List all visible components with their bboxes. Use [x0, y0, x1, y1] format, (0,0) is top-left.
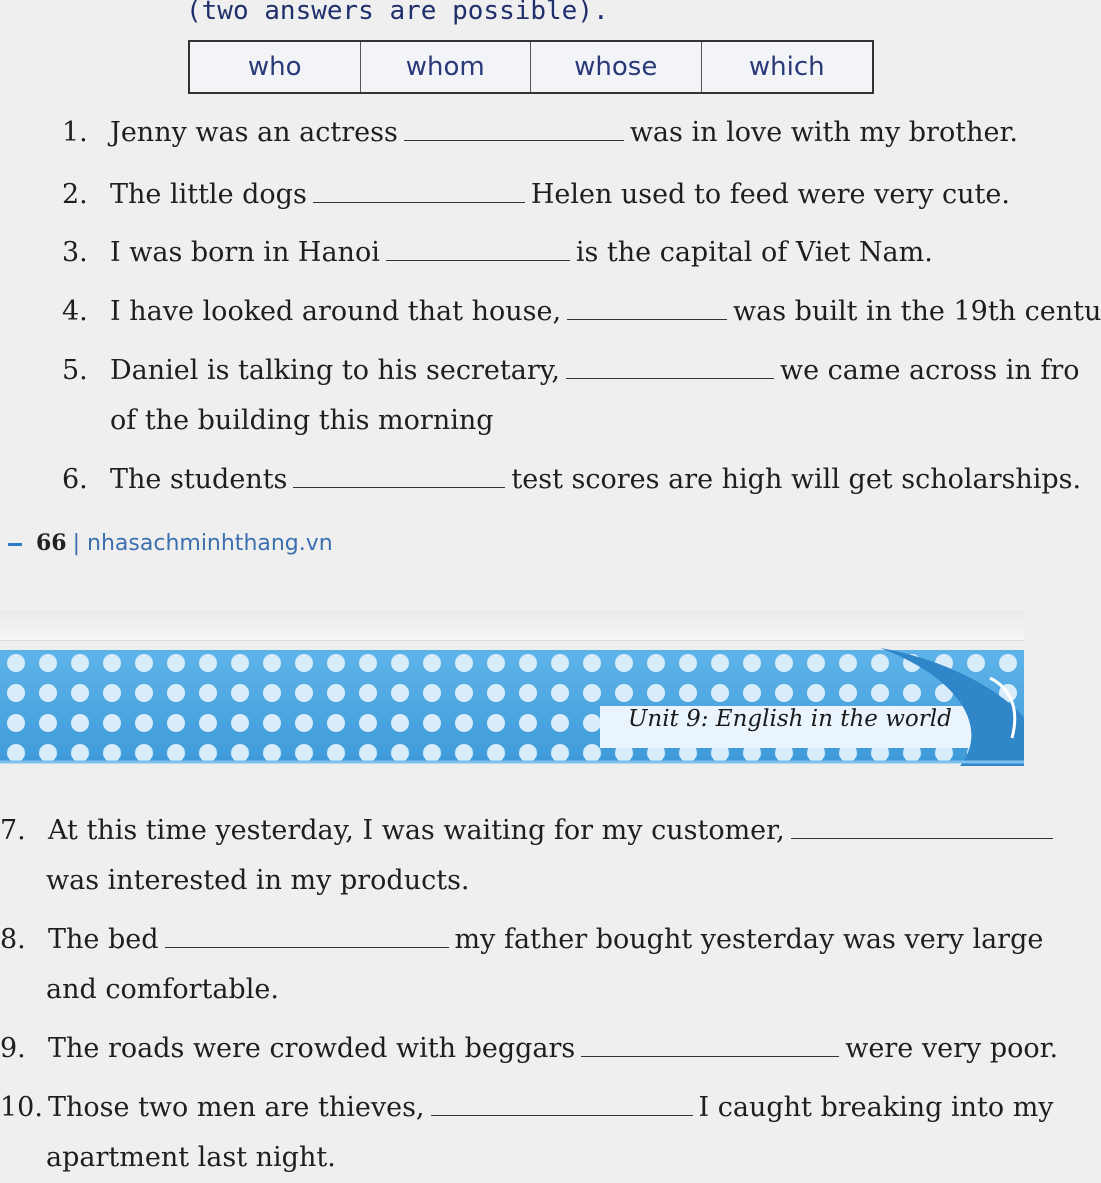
exercise-item-1 — [62, 108, 1018, 158]
item-number: 9. — [0, 1033, 26, 1064]
answer-blank[interactable] — [791, 814, 1053, 839]
item-text-before: At this time yesterday, I was waiting for my customer, — [48, 815, 785, 846]
unit-title: Unit 9: English in the world — [628, 706, 952, 732]
item-text-after: my father bought yesterday was very large — [454, 924, 1044, 955]
answer-blank[interactable] — [581, 1032, 839, 1057]
item-text-after: was in love with my brother. — [629, 117, 1018, 148]
item-text-after: I caught breaking into my — [698, 1092, 1054, 1123]
item-text-after: test scores are high will get scholarships. — [511, 464, 1082, 495]
item-continuation: was interested in my products. — [46, 865, 470, 896]
item-number: 3. — [62, 237, 88, 268]
page-number: 66 — [36, 530, 67, 556]
answer-blank[interactable] — [431, 1091, 693, 1116]
answer-blank[interactable] — [567, 295, 727, 320]
word-box-cell: which — [748, 52, 825, 82]
answer-blank[interactable] — [165, 923, 449, 948]
item-text-before: Daniel is talking to his secretary, — [110, 355, 560, 386]
item-text-before: I have looked around that house, — [110, 296, 562, 327]
publisher-website: nhasachminhthang.vn — [87, 531, 333, 556]
word-box-cell: who — [190, 42, 361, 92]
exercise-item-2 — [62, 170, 1010, 220]
answer-blank[interactable] — [566, 354, 774, 379]
answer-blank[interactable] — [404, 116, 624, 141]
footer-divider: | — [72, 531, 88, 556]
footer-accent-line — [8, 543, 22, 546]
item-text-before: Those two men are thieves, — [48, 1092, 425, 1123]
exercise-item-5 — [62, 346, 1079, 396]
page-footer — [8, 530, 333, 556]
item-text-before: Jenny was an actress — [110, 117, 398, 148]
exercise-item-7 — [0, 806, 1059, 856]
word-box-cell: whom — [361, 42, 532, 92]
item-number: 7. — [0, 815, 26, 846]
item-text-after: Helen used to feed were very cute. — [530, 179, 1010, 210]
answer-blank[interactable] — [293, 463, 505, 488]
item-text-after: we came across in fro — [779, 355, 1080, 386]
item-continuation: of the building this morning — [110, 405, 494, 436]
item-number: 1. — [62, 117, 88, 148]
item-text-after: is the capital of Viet Nam. — [575, 237, 933, 268]
answer-blank[interactable] — [313, 178, 525, 203]
word-box-cell: whose — [531, 42, 702, 92]
exercise-item-10 — [0, 1083, 1054, 1133]
item-number: 10. — [0, 1092, 43, 1123]
item-text-before: The little dogs — [110, 179, 307, 210]
item-text-before: I was born in Hanoi — [110, 237, 380, 268]
item-text-before: The roads were crowded with beggars — [48, 1033, 576, 1064]
exercise-item-3 — [62, 228, 933, 278]
exercise-item-8 — [0, 915, 1043, 965]
exercise-item-4 — [62, 287, 1101, 337]
item-continuation: apartment last night. — [46, 1142, 336, 1173]
item-continuation: and comfortable. — [46, 974, 279, 1005]
item-number: 6. — [62, 464, 88, 495]
exercise-item-6 — [62, 455, 1081, 505]
page-separator — [0, 610, 1024, 641]
item-text-after: were very poor. — [845, 1033, 1059, 1064]
item-number: 8. — [0, 924, 26, 955]
item-number: 5. — [62, 355, 88, 386]
instruction-text: (two answers are possible). — [186, 0, 609, 26]
answer-blank[interactable] — [386, 236, 570, 261]
exercise-item-9 — [0, 1024, 1058, 1074]
item-text-after: was built in the 19th centu — [733, 296, 1101, 327]
item-text-before: The students — [110, 464, 288, 495]
item-number: 4. — [62, 296, 88, 327]
item-text-before: The bed — [48, 924, 159, 955]
word-box — [188, 40, 874, 94]
item-number: 2. — [62, 179, 88, 210]
